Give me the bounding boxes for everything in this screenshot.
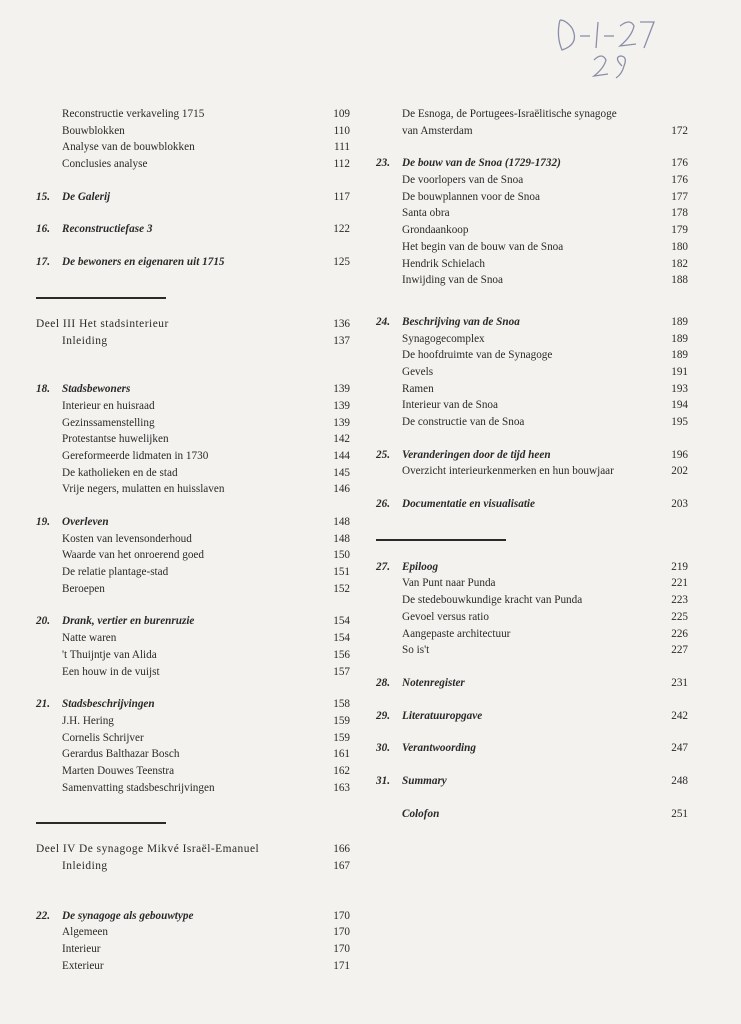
toc-part-4[interactable]: Deel IV De synagoge Mikvé Israël-Emanuel 166 <box>36 843 350 856</box>
toc-entry[interactable]: Protestantse huwelijken 142 <box>62 433 350 446</box>
toc-chapter-22[interactable]: 22. De synagoge als gebouwtype 170 <box>36 909 350 922</box>
toc-chapter-26[interactable]: 26. Documentatie en visualisatie 203 <box>376 498 688 511</box>
toc-entry[interactable]: Natte waren 154 <box>62 632 350 645</box>
toc-entry[interactable]: Santa obra 178 <box>402 207 688 220</box>
toc-entry[interactable]: De constructie van de Snoa 195 <box>402 416 688 428</box>
toc-colofon[interactable]: Colofon 251 <box>402 807 688 820</box>
toc-entry[interactable]: De katholieken en de stad 145 <box>62 466 350 479</box>
toc-entry[interactable]: Interieur en huisraad 139 <box>62 399 350 412</box>
toc-entry[interactable]: Hendrik Schielach 182 <box>402 257 688 270</box>
toc-entry[interactable]: De Esnoga, de Portugees-Israëlitische synagoge <box>402 108 617 120</box>
toc-chapter-29[interactable]: 29. Literatuuropgave 242 <box>376 709 688 722</box>
toc-entry[interactable]: Bouwblokken 110 <box>62 124 350 137</box>
toc-entry[interactable]: Aangepaste architectuur 226 <box>402 627 688 640</box>
toc-entry[interactable]: Synagogecomplex 189 <box>402 332 688 345</box>
toc-entry[interactable]: Waarde van het onroerend goed 150 <box>62 549 350 562</box>
toc-entry[interactable]: Het begin van de bouw van de Snoa 180 <box>402 240 688 253</box>
toc-chapter-24[interactable]: 24. Beschrijving van de Snoa 189 <box>376 315 688 328</box>
toc-entry[interactable]: Exterieur 171 <box>62 959 350 972</box>
handwritten-shelfmark <box>550 10 660 80</box>
toc-entry[interactable]: Overzicht interieurkenmerken en hun bouwjaar 202 <box>402 465 688 478</box>
toc-entry[interactable]: Gereformeerde lidmaten in 1730 144 <box>62 449 350 462</box>
toc-entry[interactable]: Gevels 191 <box>402 365 688 378</box>
toc-entry[interactable]: Vrije negers, mulatten en huisslaven 146 <box>62 483 350 496</box>
toc-chapter-21[interactable]: 21. Stadsbeschrijvingen 158 <box>36 698 350 711</box>
toc-left-column <box>36 106 350 974</box>
toc-entry[interactable]: Gezinssamenstelling 139 <box>62 416 350 429</box>
toc-entry[interactable]: Gevoel versus ratio 225 <box>402 610 688 623</box>
toc-entry[interactable]: Interieur 170 <box>62 943 350 956</box>
toc-chapter-31[interactable]: 31. Summary 248 <box>376 774 688 787</box>
toc-chapter-30[interactable]: 30. Verantwoording 247 <box>376 742 688 755</box>
toc-entry[interactable]: Conclusies analyse 112 <box>62 158 350 171</box>
toc-entry[interactable]: Van Punt naar Punda 221 <box>402 577 688 590</box>
toc-entry[interactable]: Analyse van de bouwblokken 111 <box>62 141 350 154</box>
toc-chapter-17[interactable]: 17. De bewoners en eigenaren uit 1715 125 <box>36 256 350 269</box>
toc-entry[interactable]: De relatie plantage-stad 151 <box>62 566 350 579</box>
toc-chapter-25[interactable]: 25. Veranderingen door de tijd heen 196 <box>376 448 688 461</box>
toc-entry[interactable]: van Amsterdam 172 <box>402 124 688 137</box>
toc-entry[interactable]: De stedebouwkundige kracht van Punda 223 <box>402 594 688 607</box>
toc-entry[interactable]: So is't 227 <box>402 644 688 657</box>
toc-entry[interactable]: Beroepen 152 <box>62 582 350 595</box>
toc-entry[interactable]: Samenvatting stadsbeschrijvingen 163 <box>62 781 350 794</box>
toc-entry[interactable]: De bouwplannen voor de Snoa 177 <box>402 190 688 203</box>
toc-entry[interactable]: Interieur van de Snoa 194 <box>402 399 688 412</box>
toc-entry[interactable]: Ramen 193 <box>402 382 688 395</box>
toc-entry[interactable]: 't Thuijntje van Alida 156 <box>62 648 350 661</box>
toc-chapter-18[interactable]: 18. Stadsbewoners 139 <box>36 383 350 396</box>
toc-chapter-16[interactable]: 16. Reconstructiefase 3 122 <box>36 223 350 236</box>
toc-entry[interactable]: J.H. Hering 159 <box>62 714 350 727</box>
toc-entry[interactable]: Reconstructie verkaveling 1715 109 <box>62 108 350 120</box>
toc-chapter-19[interactable]: 19. Overleven 148 <box>36 516 350 528</box>
toc-part-3[interactable]: Deel III Het stadsinterieur 136 <box>36 317 350 330</box>
toc-entry[interactable]: De hoofdruimte van de Synagoge 189 <box>402 349 688 362</box>
toc-entry[interactable]: Marten Douwes Teenstra 162 <box>62 764 350 777</box>
toc-entry[interactable]: Kosten van levensonderhoud 148 <box>62 532 350 545</box>
toc-entry[interactable]: Inleiding 137 <box>62 334 350 347</box>
toc-entry[interactable]: Algemeen 170 <box>62 926 350 939</box>
toc-chapter-28[interactable]: 28. Notenregister 231 <box>376 676 688 689</box>
toc-entry[interactable]: De voorlopers van de Snoa 176 <box>402 174 688 187</box>
toc-chapter-23[interactable]: 23. De bouw van de Snoa (1729-1732) 176 <box>376 157 688 170</box>
toc-entry[interactable]: Gerardus Balthazar Bosch 161 <box>62 748 350 761</box>
toc-right-column <box>376 106 688 822</box>
toc-entry[interactable]: Grondaankoop 179 <box>402 224 688 237</box>
toc-entry[interactable]: Inwijding van de Snoa 188 <box>402 274 688 287</box>
toc-entry[interactable]: Inleiding 167 <box>62 860 350 872</box>
toc-chapter-15[interactable]: 15. De Galerij 117 <box>36 190 350 203</box>
toc-entry[interactable]: Een houw in de vuijst 157 <box>62 665 350 678</box>
toc-chapter-27[interactable]: 27. Epiloog 219 <box>376 560 688 573</box>
toc-entry[interactable]: Cornelis Schrijver 159 <box>62 731 350 744</box>
toc-chapter-20[interactable]: 20. Drank, vertier en burenruzie 154 <box>36 615 350 628</box>
